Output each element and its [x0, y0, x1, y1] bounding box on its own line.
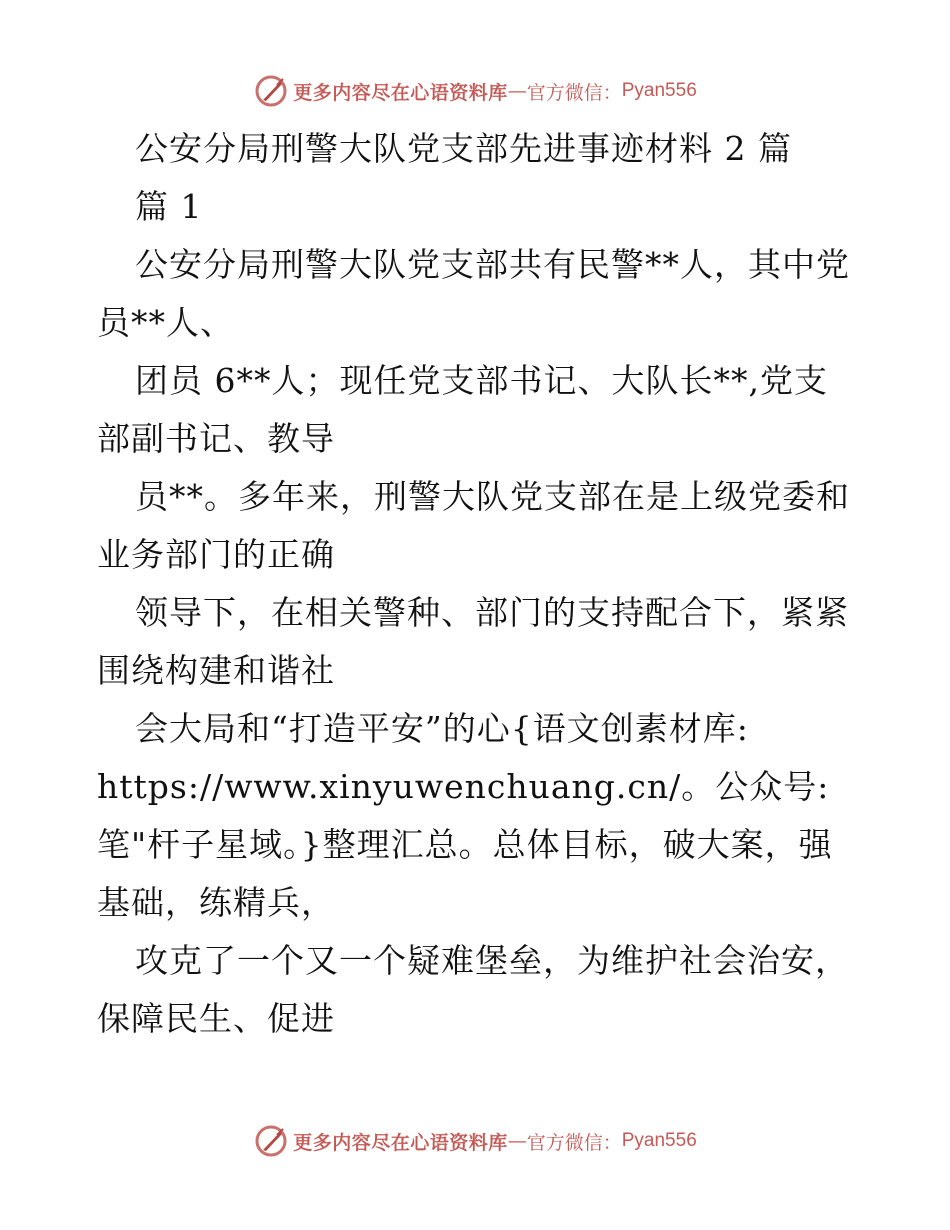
section-heading: 篇 1: [135, 187, 203, 226]
paragraph-line: 基础，练精兵，: [97, 883, 335, 922]
quill-pen-logo-icon: [253, 1123, 289, 1159]
paragraph-line: 围绕构建和谐社: [97, 651, 335, 690]
header-wechat-id: Pyan556: [621, 80, 697, 101]
paragraph-line: 领导下，在相关警种、部门的支持配合下，紧紧: [135, 593, 849, 632]
document-body: [97, 120, 857, 1048]
footer-wechat-id: Pyan556: [621, 1130, 697, 1151]
paragraph-line: 员**。多年来，刑警大队党支部在是上级党委和: [135, 477, 850, 516]
footer-wechat-label: 官方微信：: [526, 1131, 622, 1154]
paragraph-line: 公安分局刑警大队党支部共有民警**人，其中党: [135, 245, 850, 284]
paragraph-line: 保障民生、促进: [97, 999, 335, 1038]
header-banner: [0, 71, 950, 111]
paragraph-line: 攻克了一个又一个疑难堡垒，为维护社会治安，: [135, 941, 849, 980]
paragraph-line: 笔"杆子星域。}整理汇总。总体目标，破大案，强: [97, 825, 833, 864]
paragraph-line: 团员 6**人；现任党支部书记、大队长**,党支: [135, 361, 828, 400]
quill-pen-logo-icon: [253, 73, 289, 109]
footer-banner-text: 更多内容尽在心语资料库: [293, 1131, 508, 1154]
header-banner-separator: —: [507, 80, 527, 102]
paragraph-line: 会大局和“打造平安”的心{语文创素材库:: [135, 709, 749, 748]
paragraph-line: 业务部门的正确: [97, 535, 335, 574]
paragraph-line: 员**人、: [97, 303, 234, 342]
paragraph-line-url: https://www.xinyuwenchuang.cn/。公众号:: [97, 767, 830, 806]
paragraph-line: 部副书记、教导: [97, 419, 335, 458]
document-title: 公安分局刑警大队党支部先进事迹材料 2 篇: [135, 129, 792, 168]
footer-banner-separator: —: [507, 1130, 527, 1152]
header-banner-text: 更多内容尽在心语资料库: [293, 81, 508, 104]
footer-banner: [0, 1121, 950, 1161]
header-wechat-label: 官方微信：: [526, 81, 622, 104]
